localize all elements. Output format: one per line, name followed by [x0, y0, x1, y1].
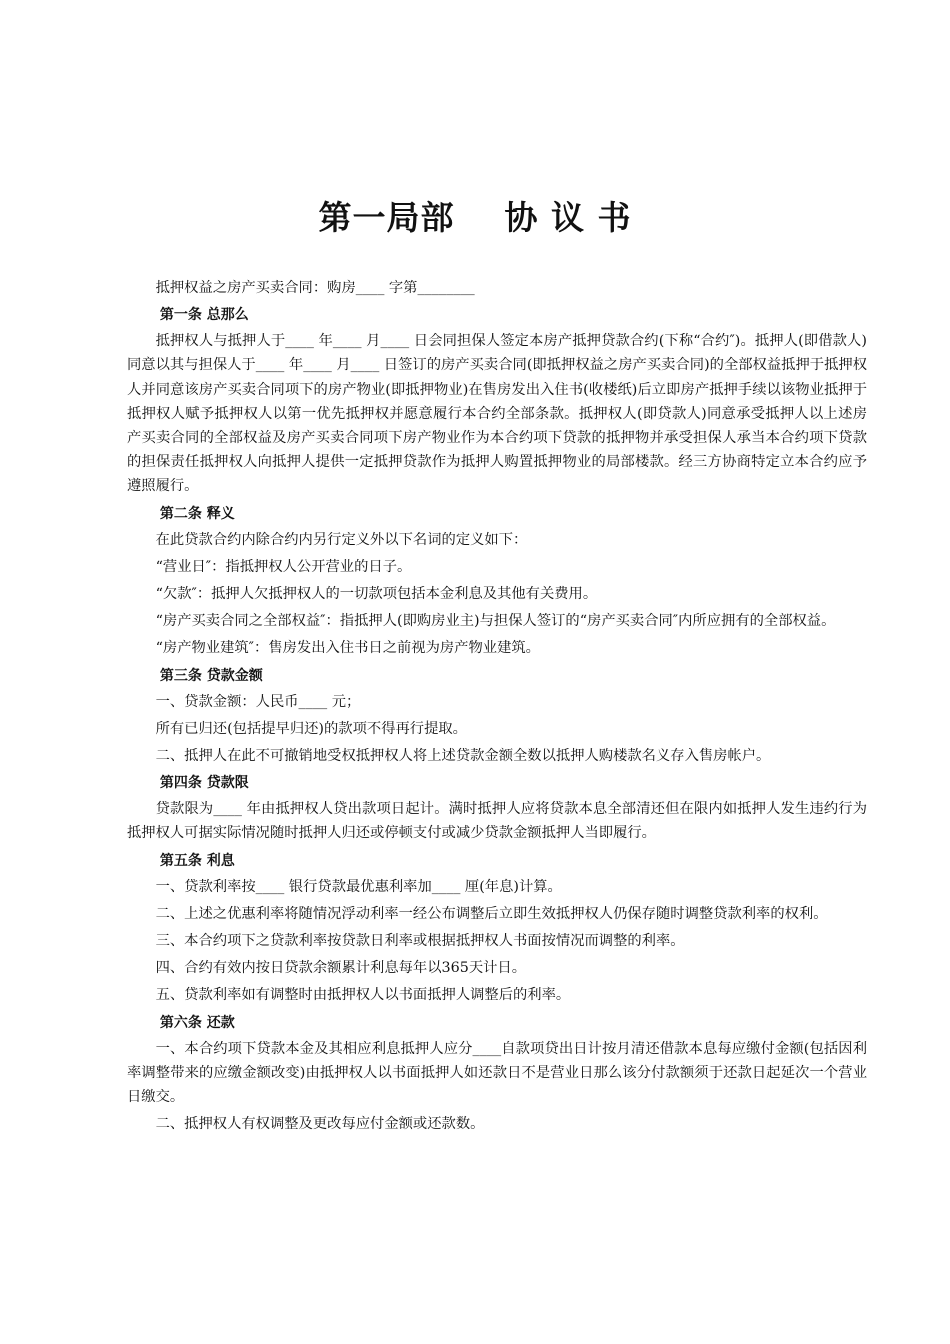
article-3-paragraph-3: 二、抵押人在此不可撤销地受权抵押权人将上述贷款金额全数以抵押人购楼款名义存入售房帐户。	[155, 748, 771, 765]
article-5-paragraph-1: 一、贷款利率按____ 银行贷款最优惠利率加____ 厘(年息)计算。	[155, 878, 562, 895]
article-5-paragraph-5: 五、贷款利率如有调整时由抵押权人以书面抵押人调整后的利率。	[155, 987, 571, 1004]
article-2-paragraph-2: “营业日″：指抵押权人公开营业的日子。	[155, 558, 412, 575]
document-body	[127, 276, 867, 1139]
contract-reference-line: 抵押权益之房产买卖合同：购房____ 字第________	[155, 280, 475, 296]
document-title: 第一局部 协 议 书	[318, 198, 632, 237]
article-4-paragraph: 贷款限为____ 年由抵押权人贷出款项日起计。满时抵押人应将贷款本息全部清还但在限内如抵押人发生违约行为抵押权人可据实际情况随时抵押人归还或停顿支付或减少贷款金额抵押人当即履行。	[127, 801, 867, 842]
article-6-paragraph-2: 二、抵押权人有权调整及更改每应付金额或还款数。	[155, 1116, 485, 1133]
article-4-heading: 第四条 贷款限	[159, 775, 249, 792]
article-6-heading: 第六条 还款	[159, 1014, 235, 1031]
article-1-heading: 第一条 总那么	[159, 307, 249, 324]
article-5-heading: 第五条 利息	[159, 852, 235, 869]
article-3-paragraph-1: 一、贷款金额：人民币____ 元；	[155, 693, 361, 710]
article-2-heading: 第二条 释义	[159, 505, 235, 522]
article-2-paragraph-1: 在此贷款合约内除合约内另行定义外以下名词的定义如下：	[155, 531, 528, 548]
article-3-heading: 第三条 贷款金额	[159, 667, 263, 684]
article-2-paragraph-4: “房产买卖合同之全部权益″：指抵押人(即购房业主)与担保人签订的“房产买卖合同″内所应拥有的全部权益。	[155, 613, 836, 630]
article-6-paragraph-1: 一、本合约项下贷款本金及其相应利息抵押人应分____自款项贷出日计按月清还借款本息每应缴付金额(包括因利率调整带来的应缴金额改变)由抵押权人以书面抵押人如还款日不是营业日那么该分付款额须于还款日起延次一个营业日缴交。	[127, 1040, 867, 1106]
article-5-paragraph-2: 二、上述之优惠利率将随情况浮动利率一经公布调整后立即生效抵押权人仍保存随时调整贷款利率的权利。	[155, 905, 828, 922]
article-2-paragraph-5: “房产物业建筑″：售房发出入住书日之前视为房产物业建筑。	[155, 640, 540, 657]
article-1-paragraph: 抵押权人与抵押人于____ 年____ 月____ 日会同担保人签定本房产抵押贷款合约(下称“合约″)。抵押人(即借款人)同意以其与担保人于____ 年____ 月____ 日签订的房产买卖合同(即抵押权益之房产买卖合同)的全部权益抵押于抵押权人并同意该房产买卖合同项下的房产物业(即抵押物业)在售房发出入住书(收楼纸)后立即房产抵押手续以该物业抵押于抵押权人赋予抵押权人以第一优先抵押权并愿意履行本合约全部条款。抵押权人(即贷款人)同意承受抵押人以上述房产买卖合同的全部权益及房产买卖合同项下房产物业作为本合约项下贷款的抵押物并承受担保人承当本合约项下贷款的担保责任抵押权人向抵押人提供一定抵押贷款作为抵押人购置抵押物业的局部楼款。经三方协商特定立本合约应予遵照履行。	[127, 333, 867, 495]
article-3-paragraph-2: 所有已归还(包括提早归还)的款项不得再行提取。	[155, 720, 467, 737]
article-5-paragraph-3: 三、本合约项下之贷款利率按贷款日利率或根据抵押权人书面按情况而调整的利率。	[155, 933, 685, 950]
article-5-paragraph-4: 四、合约有效内按日贷款余额累计利息每年以365天计日。	[155, 960, 527, 977]
article-2-paragraph-3: “欠款″：抵押人欠抵押权人的一切款项包括本金利息及其他有关费用。	[155, 586, 598, 603]
